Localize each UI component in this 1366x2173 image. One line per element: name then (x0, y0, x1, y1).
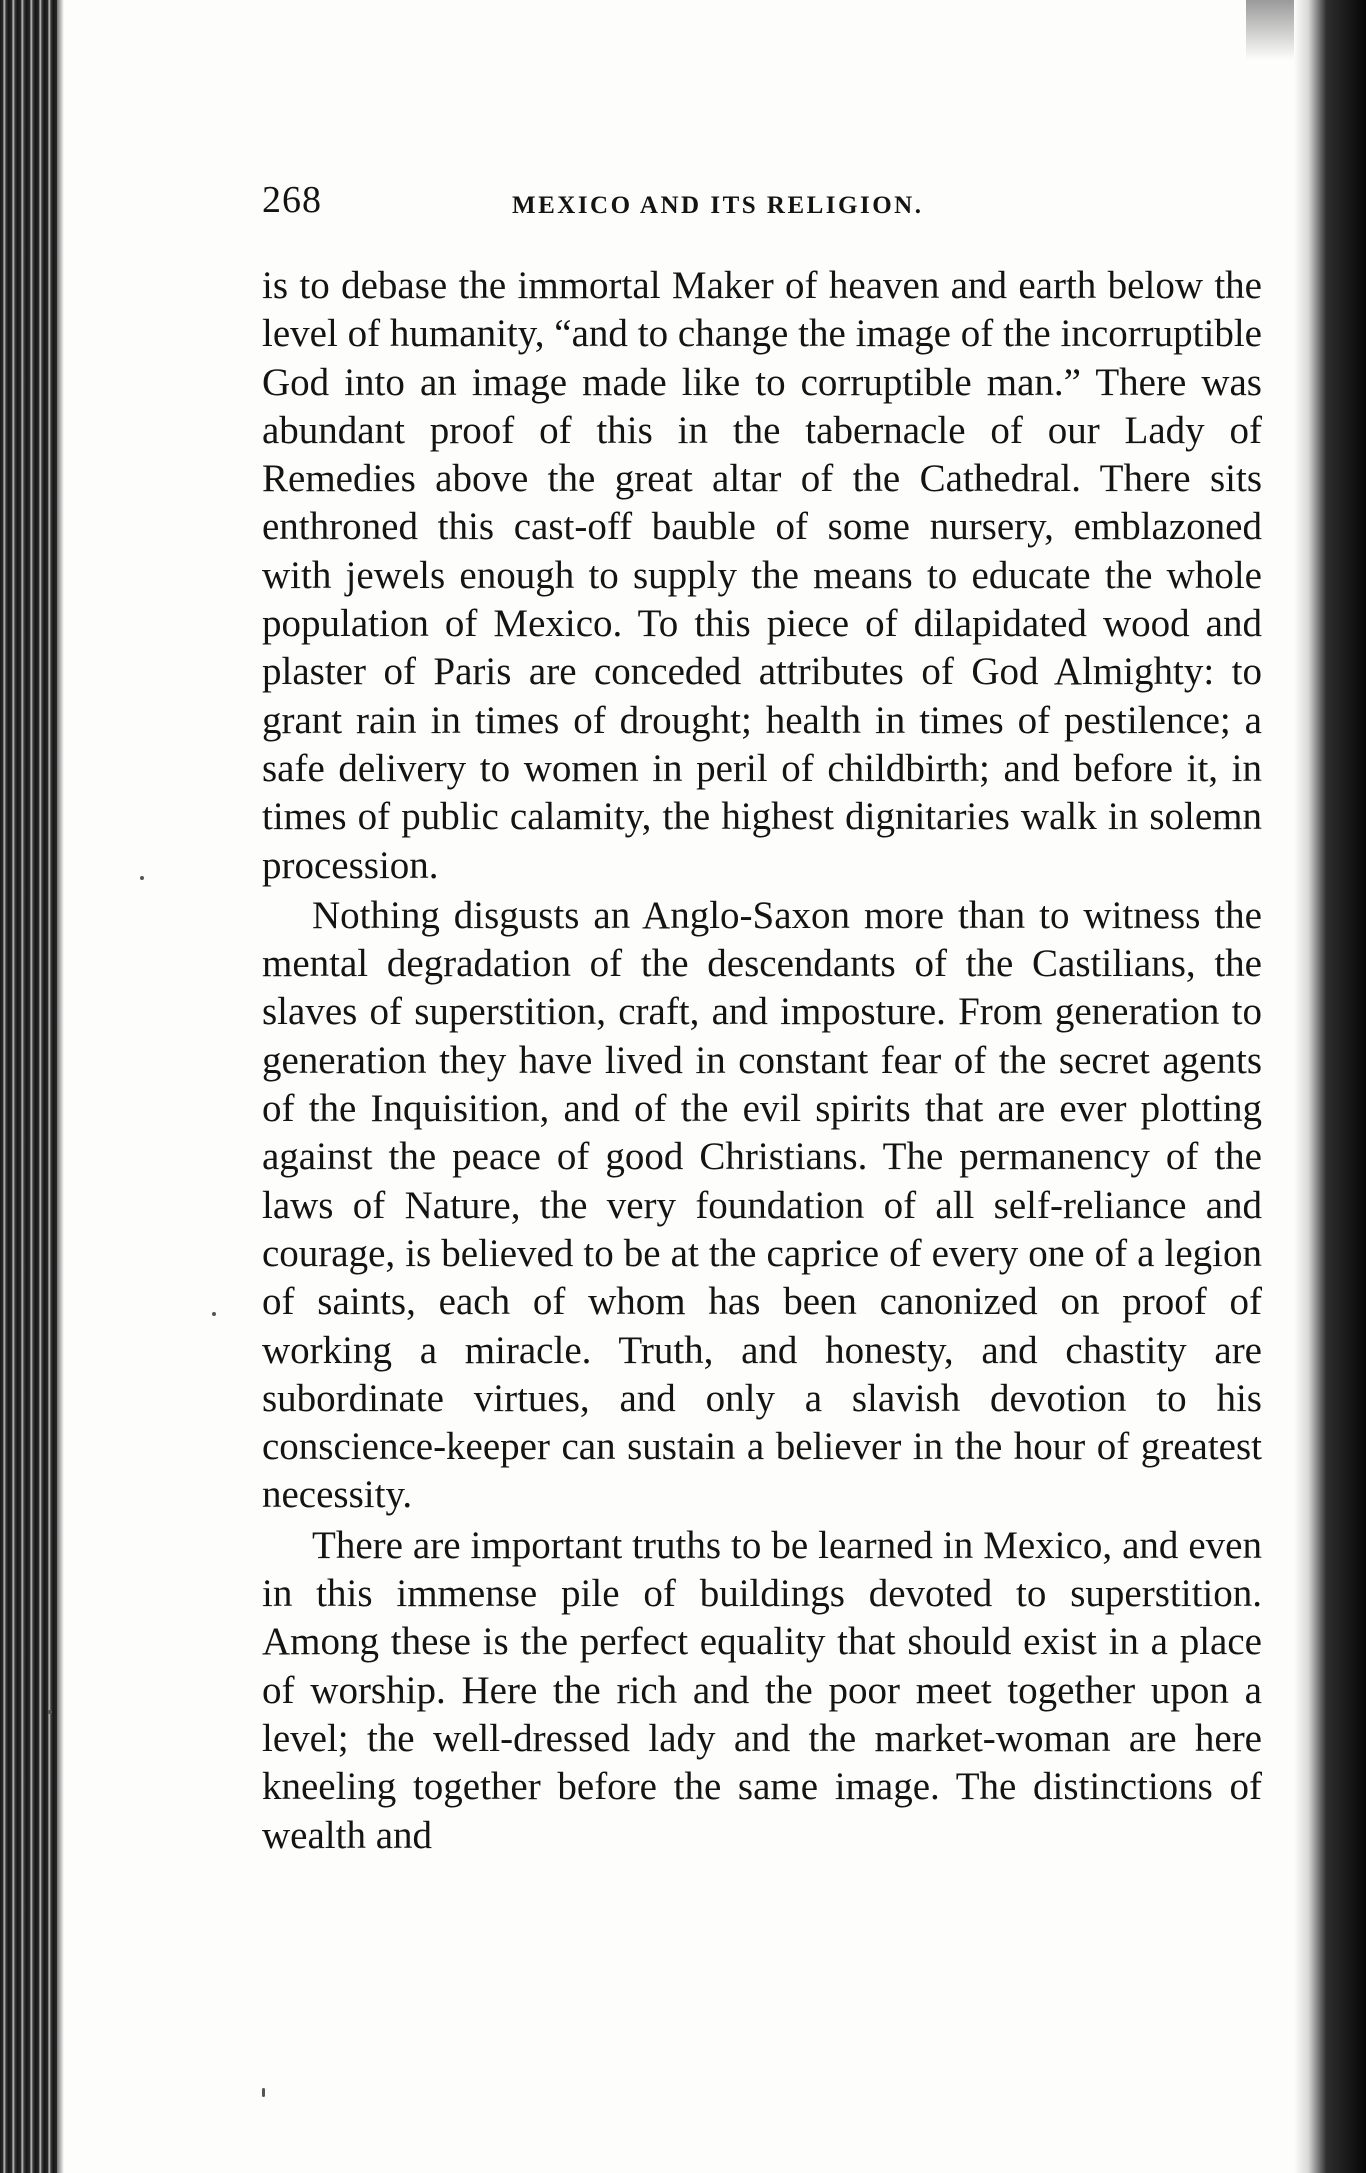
running-head: MEXICO AND ITS RELIGION. (512, 192, 924, 219)
speck-mark (212, 1312, 216, 1316)
page-number: 268 (262, 179, 322, 221)
page-edge-shadow (1294, 0, 1366, 2173)
speck-mark (48, 1710, 52, 1714)
binding-gutter (0, 0, 58, 2173)
paragraph-1: is to debase the immortal Maker of heaven and earth below the level of humanity, “and to change the image of the incorruptible God into an image made like to corruptible man.” There was abundant proof of this in the tabernacle of our Lady of Remedies above the great altar of the Cathedral. There sits enthroned this cast-off bauble of some nursery, emblazoned with jewels enough to supply the means to educate the whole population of Mexico. To this piece of dilapidated wood and plaster of Paris are conceded attributes of God Almighty: to grant rain in times of drought; health in times of pestilence; a safe delivery to women in peril of childbirth; and before it, in times of public calamity, the highest dignitaries walk in solemn procession. (262, 264, 1262, 887)
speck-mark (262, 2088, 265, 2097)
gutter-shadow (58, 0, 64, 2173)
paragraph-3: There are important truths to be learned in Mexico, and even in this immense pile of buildings devoted to superstition. Among these is the perfect equality that should exist in a place of worship. Here the rich and the poor meet together upon a level; the well-dressed lady and the market-woman are here kneeling together before the same image. The distinctions of wealth and (262, 1523, 1262, 1857)
page-header (262, 178, 1262, 238)
paragraph-2: Nothing disgusts an Anglo-Saxon more than to witness the mental degradation of the descendants of the Castilians, the slaves of superstition, craft, and imposture. From generation to generation they have lived in constant fear of the secret agents of the Inquisition, and of the evil spirits that are ever plotting against the peace of good Christians. The permanency of the laws of Nature, the very foundation of all self-reliance and courage, is believed to be at the caprice of every one of a legion of saints, each of whom has been canonized on proof of working a miracle. Truth, and honesty, and chastity are subordinate virtues, and only a slavish devotion to his conscience-keeper can sustain a believer in the hour of greatest necessity. (262, 893, 1262, 1517)
body-text (262, 262, 1262, 1862)
speck-mark (140, 876, 144, 880)
